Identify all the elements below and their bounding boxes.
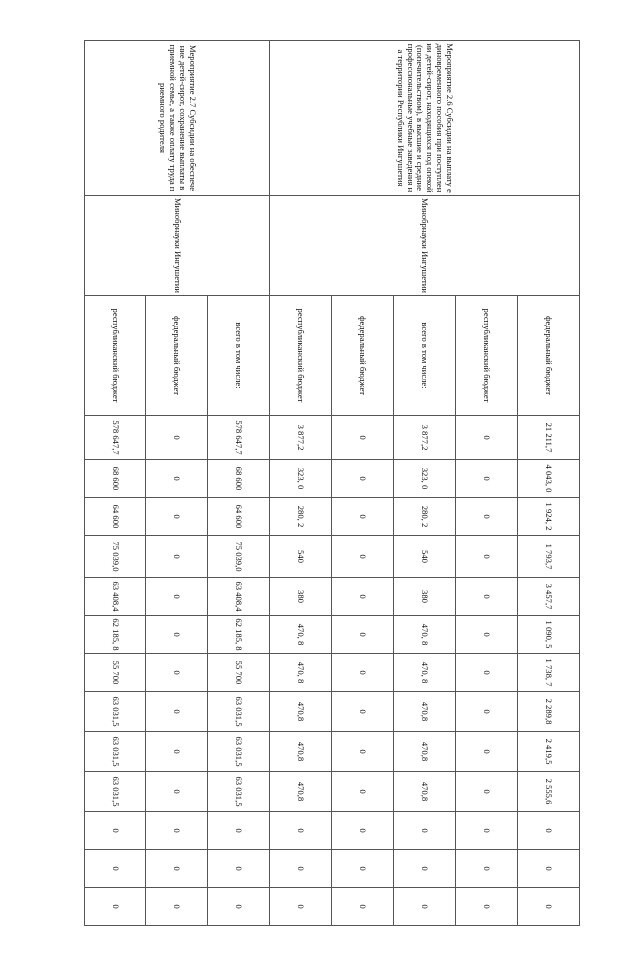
year-value-cell: 470,8	[270, 692, 332, 732]
year-value-cell: 0	[85, 812, 146, 850]
year-value-cell: 0	[456, 654, 518, 692]
year-value-cell: 0	[332, 460, 394, 498]
year-value-cell: 63 031,5	[85, 772, 146, 812]
activity-name-cell: Мероприятие 2.7 Субсидии на обеспечение детей-сирот, сохранение выплаты в приемной семье, а также оплату труда приемного родителя	[85, 41, 270, 196]
year-value-cell: 0	[518, 850, 580, 888]
year-value-cell: 0	[85, 850, 146, 888]
year-value-cell: 0	[146, 616, 208, 654]
year-value-cell: 0	[332, 732, 394, 772]
year-value-cell: 0	[456, 616, 518, 654]
year-value-cell: 0	[456, 888, 518, 926]
year-value-cell: 0	[394, 888, 456, 926]
year-value-cell: 0	[518, 812, 580, 850]
year-value-cell: 2 555,6	[518, 772, 580, 812]
year-value-cell: 0	[146, 888, 208, 926]
year-value-cell: 4 043, 0	[518, 460, 580, 498]
year-value-cell: 540	[394, 536, 456, 578]
funding-source-cell: республиканский бюджет	[85, 296, 146, 416]
funding-source-cell: всего в том числе:	[394, 296, 456, 416]
executor-cell: Минобрнауки Ингушетии	[85, 196, 270, 296]
year-value-cell: 63 408,4	[85, 578, 146, 616]
year-value-cell: 0	[456, 578, 518, 616]
budget-table	[84, 40, 580, 961]
year-value-cell: 2 419,5	[518, 732, 580, 772]
year-value-cell: 380	[270, 578, 332, 616]
year-value-cell: 380	[394, 578, 456, 616]
total-value-cell: 578 647,7	[85, 416, 146, 460]
year-value-cell: 470,8	[394, 732, 456, 772]
year-value-cell: 0	[456, 772, 518, 812]
year-value-cell: 2 289,8	[518, 692, 580, 732]
year-value-cell: 470,8	[394, 772, 456, 812]
funding-source-cell: республиканский бюджет	[270, 296, 332, 416]
year-value-cell: 63 031,5	[85, 692, 146, 732]
total-value-cell: 3 877,2	[394, 416, 456, 460]
year-value-cell: 0	[208, 812, 270, 850]
year-value-cell: 540	[270, 536, 332, 578]
funding-source-cell: всего в том числе:	[208, 296, 270, 416]
year-value-cell: 0	[456, 812, 518, 850]
table-row	[208, 41, 270, 961]
year-value-cell: 1 738, 7	[518, 654, 580, 692]
total-value-cell: 3 877,2	[270, 416, 332, 460]
year-value-cell: 0	[456, 850, 518, 888]
year-value-cell: 470, 8	[270, 616, 332, 654]
year-value-cell: 0	[456, 732, 518, 772]
year-value-cell: 0	[456, 498, 518, 536]
activity-name-cell: Мероприятие 2.6 Субсидии на выплату единовременного пособия при поступлении детей-сирот, находящихся под опекой (попечительством), в высшие и средние профессиональные учебные заведения на территории Республики Ингушетия	[270, 41, 580, 196]
year-value-cell: 0	[518, 888, 580, 926]
year-value-cell: 0	[332, 772, 394, 812]
year-value-cell: 0	[146, 692, 208, 732]
year-value-cell: 64 600	[208, 498, 270, 536]
year-value-cell: 470,8	[394, 692, 456, 732]
year-value-cell: 0	[394, 850, 456, 888]
year-value-cell: 63 031,5	[208, 772, 270, 812]
year-value-cell: 0	[394, 812, 456, 850]
year-value-cell: 0	[146, 578, 208, 616]
year-value-cell: 1 090, 5	[518, 616, 580, 654]
year-value-cell: 63 031,5	[208, 692, 270, 732]
year-value-cell: 0	[270, 888, 332, 926]
year-value-cell: 0	[146, 536, 208, 578]
year-value-cell: 62 185, 8	[208, 616, 270, 654]
year-value-cell: 0	[146, 812, 208, 850]
total-value-cell: 0	[332, 416, 394, 460]
year-value-cell: 0	[456, 536, 518, 578]
total-value-cell: 21 211,7	[518, 416, 580, 460]
year-value-cell: 470,8	[270, 772, 332, 812]
year-value-cell: 0	[208, 888, 270, 926]
year-value-cell: 470, 8	[394, 654, 456, 692]
year-value-cell: 0	[146, 850, 208, 888]
year-value-cell: 0	[332, 888, 394, 926]
year-value-cell: 63 031,5	[208, 732, 270, 772]
year-value-cell: 75 039,0	[85, 536, 146, 578]
year-value-cell: 470, 8	[394, 616, 456, 654]
year-value-cell: 68 600	[208, 460, 270, 498]
year-value-cell: 55 700	[208, 654, 270, 692]
year-value-cell: 55 700	[85, 654, 146, 692]
executor-cell: Минобрнауки Ингушетии	[270, 196, 580, 296]
year-value-cell: 64 600	[85, 498, 146, 536]
year-value-cell: 0	[332, 692, 394, 732]
year-value-cell: 3 457,7	[518, 578, 580, 616]
funding-source-cell: федеральный бюджет	[146, 296, 208, 416]
year-value-cell: 0	[456, 460, 518, 498]
year-value-cell: 323, 0	[394, 460, 456, 498]
year-value-cell: 280, 2	[270, 498, 332, 536]
year-value-cell: 1 793,7	[518, 536, 580, 578]
year-value-cell: 0	[332, 578, 394, 616]
year-value-cell: 0	[332, 850, 394, 888]
year-value-cell: 0	[146, 654, 208, 692]
funding-source-cell: федеральный бюджет	[518, 296, 580, 416]
year-value-cell: 280, 2	[394, 498, 456, 536]
year-value-cell: 0	[332, 536, 394, 578]
year-value-cell: 62 185, 8	[85, 616, 146, 654]
funding-source-cell: республиканский бюджет	[456, 296, 518, 416]
year-value-cell: 470,8	[270, 732, 332, 772]
year-value-cell: 0	[85, 888, 146, 926]
table-row	[518, 41, 580, 961]
year-value-cell: 470, 8	[270, 654, 332, 692]
year-value-cell: 68 600	[85, 460, 146, 498]
total-value-cell: 578 647,7	[208, 416, 270, 460]
year-value-cell: 0	[332, 654, 394, 692]
year-value-cell: 0	[146, 732, 208, 772]
year-value-cell: 0	[332, 498, 394, 536]
year-value-cell: 75 039,0	[208, 536, 270, 578]
rotated-table-wrapper	[85, 40, 580, 909]
year-value-cell: 0	[270, 812, 332, 850]
year-value-cell: 1 924, 2	[518, 498, 580, 536]
year-value-cell: 0	[146, 772, 208, 812]
year-value-cell: 0	[146, 460, 208, 498]
year-value-cell: 0	[208, 850, 270, 888]
year-value-cell: 0	[332, 812, 394, 850]
year-value-cell: 0	[146, 498, 208, 536]
total-value-cell: 0	[146, 416, 208, 460]
year-value-cell: 63 408,4	[208, 578, 270, 616]
year-value-cell: 323, 0	[270, 460, 332, 498]
year-value-cell: 0	[270, 850, 332, 888]
year-value-cell: 0	[332, 616, 394, 654]
year-value-cell: 63 031,5	[85, 732, 146, 772]
year-value-cell: 0	[456, 692, 518, 732]
funding-source-cell: федеральный бюджет	[332, 296, 394, 416]
total-value-cell: 0	[456, 416, 518, 460]
